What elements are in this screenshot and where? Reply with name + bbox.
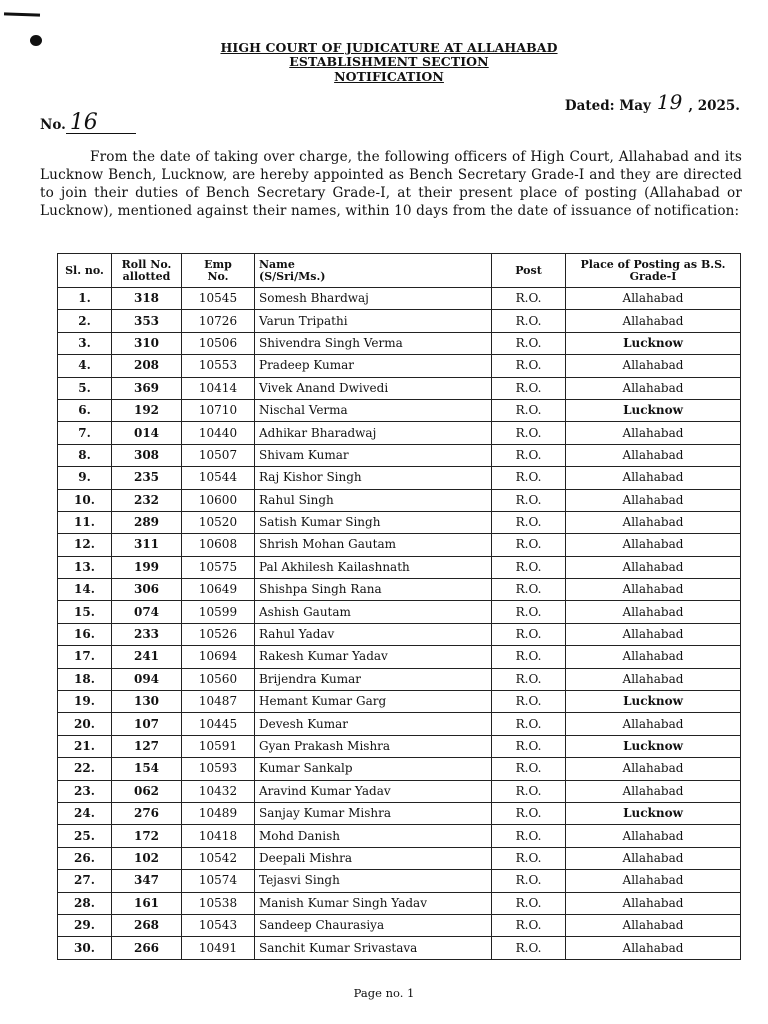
table-row	[58, 780, 741, 802]
table-row	[58, 847, 741, 869]
table-row	[58, 444, 741, 466]
cell-sl-no: 6.	[58, 399, 112, 421]
col-header-sl: Sl. no.	[58, 254, 112, 288]
cell-roll-no: 310	[112, 332, 182, 354]
cell-place: Lucknow	[566, 691, 741, 713]
cell-emp-no: 10542	[182, 847, 255, 869]
table-row	[58, 310, 741, 332]
table-row	[58, 579, 741, 601]
cell-sl-no: 2.	[58, 310, 112, 332]
cell-emp-no: 10418	[182, 825, 255, 847]
cell-emp-no: 10432	[182, 780, 255, 802]
cell-place: Allahabad	[566, 310, 741, 332]
notification-title: NOTIFICATION	[334, 69, 444, 84]
cell-place: Allahabad	[566, 444, 741, 466]
cell-sl-no: 18.	[58, 668, 112, 690]
cell-sl-no: 28.	[58, 892, 112, 914]
cell-post: R.O.	[492, 870, 566, 892]
cell-post: R.O.	[492, 467, 566, 489]
cell-post: R.O.	[492, 914, 566, 936]
cell-post: R.O.	[492, 332, 566, 354]
cell-emp-no: 10489	[182, 802, 255, 824]
cell-place: Allahabad	[566, 870, 741, 892]
table-row	[58, 377, 741, 399]
cell-post: R.O.	[492, 713, 566, 735]
cell-name: Shrish Mohan Gautam	[255, 534, 492, 556]
cell-roll-no: 094	[112, 668, 182, 690]
cell-emp-no: 10608	[182, 534, 255, 556]
cell-place: Allahabad	[566, 914, 741, 936]
cell-post: R.O.	[492, 668, 566, 690]
cell-post: R.O.	[492, 534, 566, 556]
cell-name: Rahul Singh	[255, 489, 492, 511]
table-row	[58, 601, 741, 623]
scan-mark-dash	[4, 12, 40, 16]
cell-roll-no: 192	[112, 399, 182, 421]
cell-place: Allahabad	[566, 623, 741, 645]
cell-sl-no: 24.	[58, 802, 112, 824]
cell-name: Brijendra Kumar	[255, 668, 492, 690]
cell-place: Lucknow	[566, 332, 741, 354]
col-header-post: Post	[492, 254, 566, 288]
cell-place: Allahabad	[566, 355, 741, 377]
cell-name: Pradeep Kumar	[255, 355, 492, 377]
cell-roll-no: 172	[112, 825, 182, 847]
cell-place: Allahabad	[566, 713, 741, 735]
cell-place: Allahabad	[566, 937, 741, 959]
cell-sl-no: 23.	[58, 780, 112, 802]
cell-place: Allahabad	[566, 467, 741, 489]
cell-emp-no: 10526	[182, 623, 255, 645]
cell-post: R.O.	[492, 579, 566, 601]
cell-place: Allahabad	[566, 288, 741, 310]
cell-roll-no: 130	[112, 691, 182, 713]
cell-place: Lucknow	[566, 399, 741, 421]
cell-name: Ashish Gautam	[255, 601, 492, 623]
cell-emp-no: 10491	[182, 937, 255, 959]
table-row	[58, 870, 741, 892]
notification-body: From the date of taking over charge, the following officers of High Court, Allahabad and its Lucknow Bench, Lucknow, are hereby appointed as Bench Secretary Grade-I and they are directed to join their duties of Bench Secretary Grade-I, at their present place of posting (Allahabad or Lucknow), mentioned against their names, within 10 days from the date of issuance of notification:	[40, 149, 742, 219]
cell-emp-no: 10538	[182, 892, 255, 914]
cell-sl-no: 26.	[58, 847, 112, 869]
cell-sl-no: 1.	[58, 288, 112, 310]
cell-emp-no: 10574	[182, 870, 255, 892]
cell-post: R.O.	[492, 288, 566, 310]
cell-sl-no: 5.	[58, 377, 112, 399]
cell-sl-no: 9.	[58, 467, 112, 489]
cell-emp-no: 10593	[182, 758, 255, 780]
table-row	[58, 489, 741, 511]
cell-emp-no: 10507	[182, 444, 255, 466]
cell-place: Allahabad	[566, 556, 741, 578]
cell-emp-no: 10560	[182, 668, 255, 690]
cell-post: R.O.	[492, 937, 566, 959]
cell-sl-no: 8.	[58, 444, 112, 466]
cell-post: R.O.	[492, 802, 566, 824]
cell-post: R.O.	[492, 623, 566, 645]
cell-place: Allahabad	[566, 780, 741, 802]
cell-roll-no: 107	[112, 713, 182, 735]
cell-place: Lucknow	[566, 802, 741, 824]
cell-name: Kumar Sankalp	[255, 758, 492, 780]
table-row	[58, 802, 741, 824]
cell-name: Aravind Kumar Yadav	[255, 780, 492, 802]
cell-name: Somesh Bhardwaj	[255, 288, 492, 310]
cell-roll-no: 268	[112, 914, 182, 936]
cell-roll-no: 233	[112, 623, 182, 645]
table-row	[58, 691, 741, 713]
table-row	[58, 534, 741, 556]
cell-post: R.O.	[492, 758, 566, 780]
cell-post: R.O.	[492, 489, 566, 511]
cell-post: R.O.	[492, 444, 566, 466]
cell-post: R.O.	[492, 601, 566, 623]
cell-sl-no: 21.	[58, 735, 112, 757]
cell-roll-no: 306	[112, 579, 182, 601]
cell-name: Deepali Mishra	[255, 847, 492, 869]
cell-roll-no: 014	[112, 422, 182, 444]
table-row	[58, 332, 741, 354]
cell-post: R.O.	[492, 780, 566, 802]
cell-post: R.O.	[492, 511, 566, 533]
cell-place: Allahabad	[566, 646, 741, 668]
cell-roll-no: 289	[112, 511, 182, 533]
table-row	[58, 355, 741, 377]
cell-name: Shishpa Singh Rana	[255, 579, 492, 601]
cell-name: Satish Kumar Singh	[255, 511, 492, 533]
cell-place: Allahabad	[566, 511, 741, 533]
cell-emp-no: 10591	[182, 735, 255, 757]
cell-sl-no: 19.	[58, 691, 112, 713]
cell-post: R.O.	[492, 355, 566, 377]
cell-emp-no: 10600	[182, 489, 255, 511]
cell-place: Allahabad	[566, 377, 741, 399]
cell-sl-no: 29.	[58, 914, 112, 936]
cell-place: Allahabad	[566, 534, 741, 556]
cell-roll-no: 062	[112, 780, 182, 802]
cell-post: R.O.	[492, 646, 566, 668]
cell-roll-no: 241	[112, 646, 182, 668]
col-header-emp: Emp No.	[182, 254, 255, 288]
cell-name: Sanchit Kumar Srivastava	[255, 937, 492, 959]
cell-roll-no: 347	[112, 870, 182, 892]
cell-place: Allahabad	[566, 579, 741, 601]
cell-post: R.O.	[492, 422, 566, 444]
cell-place: Allahabad	[566, 601, 741, 623]
cell-name: Devesh Kumar	[255, 713, 492, 735]
table-row	[58, 288, 741, 310]
cell-sl-no: 11.	[58, 511, 112, 533]
cell-place: Allahabad	[566, 758, 741, 780]
cell-sl-no: 22.	[58, 758, 112, 780]
cell-emp-no: 10440	[182, 422, 255, 444]
table-row	[58, 735, 741, 757]
cell-roll-no: 208	[112, 355, 182, 377]
cell-name: Shivam Kumar	[255, 444, 492, 466]
cell-place: Allahabad	[566, 825, 741, 847]
cell-sl-no: 17.	[58, 646, 112, 668]
cell-post: R.O.	[492, 892, 566, 914]
cell-name: Mohd Danish	[255, 825, 492, 847]
cell-post: R.O.	[492, 399, 566, 421]
cell-roll-no: 154	[112, 758, 182, 780]
cell-emp-no: 10575	[182, 556, 255, 578]
cell-name: Nischal Verma	[255, 399, 492, 421]
cell-emp-no: 10649	[182, 579, 255, 601]
cell-sl-no: 4.	[58, 355, 112, 377]
cell-post: R.O.	[492, 310, 566, 332]
cell-sl-no: 13.	[58, 556, 112, 578]
table-row	[58, 422, 741, 444]
cell-emp-no: 10414	[182, 377, 255, 399]
cell-sl-no: 30.	[58, 937, 112, 959]
cell-sl-no: 12.	[58, 534, 112, 556]
cell-emp-no: 10726	[182, 310, 255, 332]
table-row	[58, 937, 741, 959]
court-title: HIGH COURT OF JUDICATURE AT ALLAHABAD	[220, 40, 558, 55]
table-header-row	[58, 254, 741, 288]
officers-table	[57, 253, 741, 960]
col-header-name: Name (S/Sri/Ms.)	[255, 254, 492, 288]
cell-place: Allahabad	[566, 489, 741, 511]
cell-emp-no: 10543	[182, 914, 255, 936]
reference-number-line	[40, 110, 136, 135]
col-header-place: Place of Posting as B.S. Grade-I	[566, 254, 741, 288]
table-row	[58, 467, 741, 489]
table-row	[58, 758, 741, 780]
cell-emp-no: 10553	[182, 355, 255, 377]
cell-name: Vivek Anand Dwivedi	[255, 377, 492, 399]
cell-emp-no: 10506	[182, 332, 255, 354]
cell-sl-no: 7.	[58, 422, 112, 444]
cell-sl-no: 10.	[58, 489, 112, 511]
cell-roll-no: 266	[112, 937, 182, 959]
table-row	[58, 511, 741, 533]
cell-name: Sandeep Chaurasiya	[255, 914, 492, 936]
cell-sl-no: 14.	[58, 579, 112, 601]
cell-post: R.O.	[492, 825, 566, 847]
table-row	[58, 825, 741, 847]
cell-place: Allahabad	[566, 892, 741, 914]
cell-post: R.O.	[492, 847, 566, 869]
cell-sl-no: 16.	[58, 623, 112, 645]
cell-place: Allahabad	[566, 668, 741, 690]
cell-roll-no: 127	[112, 735, 182, 757]
table-row	[58, 646, 741, 668]
page-number: Page no. 1	[353, 986, 415, 1000]
cell-emp-no: 10545	[182, 288, 255, 310]
reference-label: No.	[40, 117, 66, 133]
table-row	[58, 914, 741, 936]
dated-prefix: Dated: May	[564, 98, 651, 114]
cell-post: R.O.	[492, 691, 566, 713]
table-row	[58, 623, 741, 645]
cell-emp-no: 10487	[182, 691, 255, 713]
cell-name: Tejasvi Singh	[255, 870, 492, 892]
section-title: ESTABLISHMENT SECTION	[289, 54, 489, 69]
cell-roll-no: 276	[112, 802, 182, 824]
cell-sl-no: 15.	[58, 601, 112, 623]
cell-roll-no: 199	[112, 556, 182, 578]
cell-roll-no: 311	[112, 534, 182, 556]
reference-number-handwritten: 16	[66, 113, 136, 134]
cell-place: Lucknow	[566, 735, 741, 757]
col-header-roll: Roll No. allotted	[112, 254, 182, 288]
dated-day-handwritten: 19	[656, 90, 683, 114]
cell-roll-no: 074	[112, 601, 182, 623]
cell-roll-no: 318	[112, 288, 182, 310]
table-row	[58, 399, 741, 421]
cell-name: Rakesh Kumar Yadav	[255, 646, 492, 668]
cell-name: Hemant Kumar Garg	[255, 691, 492, 713]
cell-name: Varun Tripathi	[255, 310, 492, 332]
cell-emp-no: 10710	[182, 399, 255, 421]
cell-roll-no: 353	[112, 310, 182, 332]
cell-sl-no: 20.	[58, 713, 112, 735]
cell-emp-no: 10520	[182, 511, 255, 533]
cell-emp-no: 10544	[182, 467, 255, 489]
cell-roll-no: 369	[112, 377, 182, 399]
cell-roll-no: 102	[112, 847, 182, 869]
cell-place: Allahabad	[566, 422, 741, 444]
cell-name: Adhikar Bharadwaj	[255, 422, 492, 444]
cell-name: Gyan Prakash Mishra	[255, 735, 492, 757]
dated-suffix: , 2025.	[688, 98, 740, 114]
cell-roll-no: 235	[112, 467, 182, 489]
cell-emp-no: 10599	[182, 601, 255, 623]
cell-name: Shivendra Singh Verma	[255, 332, 492, 354]
table-body	[58, 288, 741, 960]
cell-sl-no: 25.	[58, 825, 112, 847]
dated-line	[565, 91, 740, 115]
cell-sl-no: 27.	[58, 870, 112, 892]
cell-post: R.O.	[492, 735, 566, 757]
cell-emp-no: 10445	[182, 713, 255, 735]
cell-roll-no: 161	[112, 892, 182, 914]
table-row	[58, 713, 741, 735]
cell-name: Sanjay Kumar Mishra	[255, 802, 492, 824]
cell-emp-no: 10694	[182, 646, 255, 668]
table-row	[58, 892, 741, 914]
cell-name: Pal Akhilesh Kailashnath	[255, 556, 492, 578]
table-row	[58, 556, 741, 578]
cell-roll-no: 232	[112, 489, 182, 511]
cell-name: Manish Kumar Singh Yadav	[255, 892, 492, 914]
table-row	[58, 668, 741, 690]
cell-name: Rahul Yadav	[255, 623, 492, 645]
cell-sl-no: 3.	[58, 332, 112, 354]
cell-post: R.O.	[492, 377, 566, 399]
cell-place: Allahabad	[566, 847, 741, 869]
cell-name: Raj Kishor Singh	[255, 467, 492, 489]
cell-post: R.O.	[492, 556, 566, 578]
cell-roll-no: 308	[112, 444, 182, 466]
